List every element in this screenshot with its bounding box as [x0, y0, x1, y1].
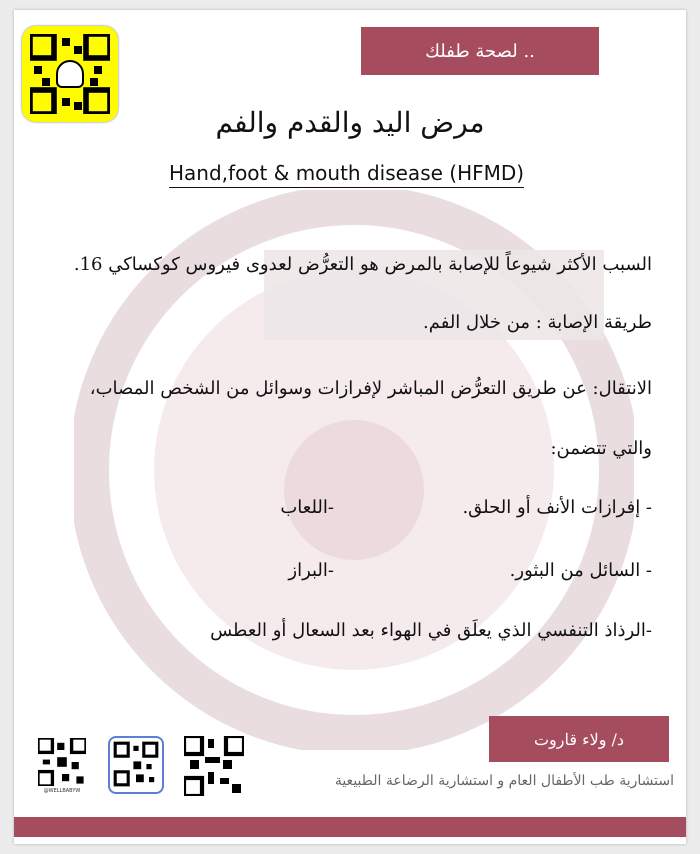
- consultancy-text: استشارية طب الأطفال العام و استشارية الرضاعة الطبيعية: [334, 773, 674, 789]
- list-item: -البراز: [288, 560, 334, 581]
- qr-code-icon: [184, 736, 244, 796]
- text-route: طريقة الإصابة : من خلال الفم.: [423, 312, 652, 333]
- list-item: - إفرازات الأنف أو الحلق.: [462, 497, 652, 518]
- title-arabic: مرض اليد والقدم والفم: [215, 106, 485, 139]
- qr-code-icon: [38, 738, 86, 786]
- list-item: -اللعاب: [280, 497, 334, 518]
- text-includes: والتي تتضمن:: [550, 438, 652, 459]
- qr-code-icon: [110, 738, 162, 790]
- ghost-icon: [56, 60, 84, 88]
- qr-code-framed[interactable]: [108, 736, 164, 794]
- doctor-name-banner: د/ ولاء قاروت: [489, 716, 669, 762]
- header-tag: لصحة طفلك ..: [361, 27, 599, 75]
- text-transmission: الانتقال: عن طريق التعرُّض المباشر لإفرازات وسوائل من الشخص المصاب،: [89, 378, 652, 399]
- qr-code-third[interactable]: [184, 736, 244, 796]
- instagram-qr-code[interactable]: [38, 738, 86, 796]
- text-cause: السبب الأكثر شيوعاً للإصابة بالمرض هو التعرُّض لعدوى فيروس كوكساكي 16.: [73, 254, 652, 275]
- list-item: -الرذاذ التنفسي الذي يعلَق في الهواء بعد السعال أو العطس: [210, 620, 652, 641]
- footer-bar: [14, 817, 686, 837]
- qr-handle-label: @WELLBABYW: [43, 788, 81, 794]
- list-item: - السائل من البثور.: [509, 560, 652, 581]
- document-page: [14, 10, 686, 844]
- title-english: Hand,foot & mouth disease (HFMD): [169, 161, 524, 188]
